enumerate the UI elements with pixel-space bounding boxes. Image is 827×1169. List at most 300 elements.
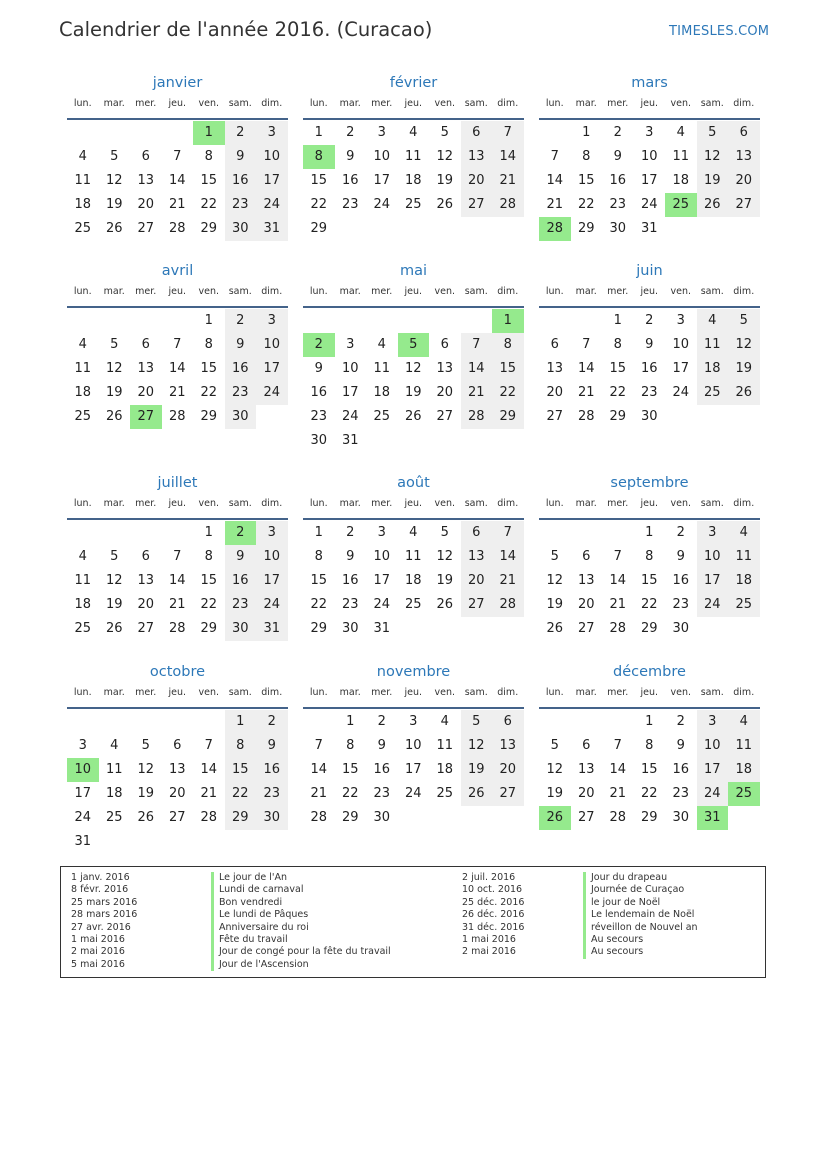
day-cell: 8 [314,549,323,564]
day-cell: 8 [645,738,654,753]
day-cell: 31 [256,617,288,641]
day-cell: 12 [728,333,760,357]
day-cell: 22 [609,385,627,400]
day-cell: 26 [105,221,123,236]
weekday-label: jeu. [404,98,423,109]
day-cell: 11 [728,734,760,758]
day-cell: 23 [640,385,658,400]
day-cell: 13 [137,573,155,588]
day-cell: 30 [609,221,627,236]
day-cell: 29 [200,621,218,636]
day-grid [539,309,760,429]
holiday-dates-right [462,872,524,959]
day-cell: 7 [582,337,591,352]
day-cell: 12 [105,173,123,188]
day-cell: 21 [200,786,218,801]
weekday-label: dim. [733,98,755,109]
day-cell: 25 [74,221,92,236]
day-cell: 23 [225,193,257,217]
day-cell: 30 [256,806,288,830]
day-cell: 31 [256,217,288,241]
day-cell: 11 [74,573,92,588]
day-cell: 24 [697,593,729,617]
day-cell: 21 [609,786,627,801]
day-cell: 17 [672,361,690,376]
month-name: juillet [157,475,198,491]
month-name: août [397,475,430,491]
day-cell: 11 [74,361,92,376]
day-cell: 13 [577,573,595,588]
day-cell: 18 [404,573,422,588]
weekday-label: sam. [228,498,252,509]
day-cell: 16 [640,361,658,376]
day-cell: 18 [74,385,92,400]
empty-cell [571,309,603,333]
month-name: octobre [149,664,206,680]
day-cell: 16 [225,169,257,193]
day-cell: 2 [256,710,288,734]
day-cell: 2 [676,714,685,729]
holiday-day: 25 [728,782,760,806]
day-cell: 5 [440,525,449,540]
day-grid [303,121,524,241]
holiday-date: 27 avr. 2016 [71,921,131,933]
day-cell: 11 [404,149,422,164]
day-cell: 9 [225,333,257,357]
weekday-label: mer. [135,687,157,698]
weekday-header [67,683,288,709]
weekday-label: jeu. [168,498,187,509]
day-cell: 10 [256,333,288,357]
empty-cell [539,521,571,545]
day-cell: 7 [613,549,622,564]
weekday-label: ven. [198,498,219,509]
day-cell: 25 [404,197,422,212]
empty-cell [539,710,571,734]
day-cell: 27 [728,193,760,217]
weekday-label: mer. [607,286,629,297]
day-grid [539,521,760,641]
day-cell: 4 [728,521,760,545]
page-title: Calendrier de l'année 2016. (Curacao) [59,18,433,41]
day-cell: 10 [341,361,359,376]
day-cell: 27 [461,193,493,217]
month-name: juin [636,263,663,279]
day-cell: 6 [582,738,591,753]
day-cell: 30 [225,617,257,641]
day-cell: 23 [609,197,627,212]
day-cell: 14 [492,545,524,569]
weekday-label: sam. [700,687,724,698]
day-cell: 6 [550,337,559,352]
holiday-names-left [211,872,391,971]
day-cell: 1 [645,525,654,540]
empty-cell [461,309,493,333]
holiday-name: Jour du drapeau [583,872,698,884]
weekday-label: ven. [670,286,691,297]
empty-cell [99,521,131,545]
day-cell: 22 [200,597,218,612]
day-cell: 2 [613,125,622,140]
day-cell: 14 [168,173,186,188]
day-cell: 12 [546,573,564,588]
empty-cell [571,521,603,545]
weekday-label: mar. [339,286,361,297]
weekday-label: sam. [700,498,724,509]
day-cell: 25 [436,786,454,801]
day-cell: 14 [200,762,218,777]
day-cell: 2 [346,125,355,140]
day-cell: 9 [225,545,257,569]
day-cell: 19 [546,786,564,801]
holiday-date: 2 mai 2016 [71,946,125,958]
weekday-label: ven. [198,687,219,698]
day-cell: 8 [204,149,213,164]
weekday-label: ven. [198,286,219,297]
day-cell: 9 [676,738,685,753]
day-cell: 31 [640,221,658,236]
empty-cell [99,309,131,333]
day-cell: 1 [314,525,323,540]
day-cell: 17 [640,173,658,188]
day-cell: 19 [137,786,155,801]
day-cell: 17 [256,169,288,193]
weekday-label: dim. [261,498,283,509]
day-cell: 5 [110,149,119,164]
day-cell: 22 [225,782,257,806]
day-cell: 20 [461,169,493,193]
day-cell: 4 [697,309,729,333]
day-cell: 1 [204,313,213,328]
day-cell: 23 [256,782,288,806]
holiday-day: 31 [697,806,729,830]
day-cell: 29 [640,810,658,825]
day-cell: 15 [640,573,658,588]
day-cell: 8 [645,549,654,564]
day-cell: 10 [697,734,729,758]
day-cell: 24 [74,810,92,825]
day-cell: 21 [461,381,493,405]
day-cell: 27 [137,621,155,636]
weekday-label: jeu. [640,286,659,297]
weekday-label: sam. [228,98,252,109]
weekday-header [67,282,288,308]
day-cell: 31 [74,834,92,849]
month-name: mai [399,263,428,279]
day-cell: 4 [110,738,119,753]
day-cell: 18 [74,597,92,612]
month-10 [67,661,288,854]
day-cell: 13 [546,361,564,376]
day-cell: 14 [546,173,564,188]
day-cell: 13 [728,145,760,169]
day-cell: 16 [225,357,257,381]
day-cell: 2 [346,525,355,540]
day-cell: 31 [341,433,359,448]
day-cell: 16 [373,762,391,777]
day-cell: 12 [404,361,422,376]
day-cell: 27 [492,782,524,806]
weekday-label: ven. [198,98,219,109]
weekday-label: mar. [339,498,361,509]
day-cell: 7 [461,333,493,357]
day-cell: 15 [341,762,359,777]
day-cell: 11 [373,361,391,376]
day-cell: 20 [137,197,155,212]
weekday-label: lun. [545,687,564,698]
empty-cell [571,710,603,734]
day-cell: 16 [310,385,328,400]
holiday-list [60,866,766,978]
day-cell: 31 [373,621,391,636]
holiday-name: Journée de Curaçao [583,884,698,896]
holiday-dates-left [71,872,137,971]
weekday-label: lun. [73,498,92,509]
month-9 [539,472,760,641]
weekday-label: mer. [607,498,629,509]
month-1 [67,72,288,241]
day-cell: 18 [105,786,123,801]
day-cell: 30 [373,810,391,825]
holiday-date: 1 janv. 2016 [71,872,130,883]
day-cell: 20 [168,786,186,801]
day-cell: 14 [577,361,595,376]
day-cell: 20 [577,786,595,801]
day-cell: 17 [373,173,391,188]
day-cell: 29 [341,810,359,825]
month-2 [303,72,524,241]
day-cell: 27 [546,409,564,424]
weekday-header [539,494,760,520]
holiday-date: 5 mai 2016 [71,958,125,970]
day-cell: 23 [373,786,391,801]
day-cell: 18 [697,357,729,381]
holiday-name: Le lundi de Pâques [211,909,391,921]
day-cell: 23 [341,197,359,212]
day-cell: 19 [436,573,454,588]
day-cell: 8 [225,734,257,758]
month-name: avril [161,263,194,279]
day-cell: 26 [404,409,422,424]
day-cell: 24 [256,381,288,405]
day-cell: 26 [436,197,454,212]
day-cell: 26 [137,810,155,825]
weekday-label: dim. [733,286,755,297]
holiday-date: 1 mai 2016 [71,934,125,946]
day-cell: 19 [105,197,123,212]
day-cell: 29 [225,806,257,830]
weekday-label: jeu. [640,687,659,698]
weekday-label: dim. [497,687,519,698]
day-cell: 16 [609,173,627,188]
weekday-header [539,683,760,709]
day-cell: 24 [373,597,391,612]
day-cell: 28 [310,810,328,825]
day-cell: 29 [200,221,218,236]
day-cell: 9 [256,734,288,758]
weekday-label: mer. [371,286,393,297]
day-cell: 14 [609,573,627,588]
weekday-label: sam. [228,687,252,698]
day-cell: 11 [404,549,422,564]
day-cell: 12 [436,149,454,164]
day-grid [539,121,760,241]
day-cell: 13 [137,361,155,376]
day-cell: 17 [256,569,288,593]
weekday-label: dim. [733,498,755,509]
day-cell: 27 [577,810,595,825]
day-cell: 8 [492,333,524,357]
holiday-name: Le lendemain de Noël [583,909,698,921]
month-11 [303,661,524,830]
weekday-label: sam. [464,98,488,109]
day-cell: 29 [609,409,627,424]
day-cell: 13 [436,361,454,376]
day-cell: 20 [728,169,760,193]
empty-cell [602,710,634,734]
day-cell: 21 [492,169,524,193]
day-cell: 23 [225,381,257,405]
day-cell: 10 [640,149,658,164]
day-cell: 22 [577,197,595,212]
day-cell: 14 [168,361,186,376]
holiday-name: Jour de l'Ascension [211,959,391,971]
day-cell: 22 [492,381,524,405]
day-cell: 15 [492,357,524,381]
weekday-label: dim. [497,98,519,109]
day-cell: 9 [613,149,622,164]
month-name: janvier [152,75,203,91]
day-cell: 5 [697,121,729,145]
weekday-header [303,282,524,308]
day-cell: 6 [461,121,493,145]
day-cell: 17 [74,786,92,801]
day-cell: 28 [461,405,493,429]
empty-cell [99,121,131,145]
day-cell: 18 [728,569,760,593]
empty-cell [130,121,162,145]
day-cell: 25 [105,810,123,825]
day-cell: 19 [404,385,422,400]
weekday-label: lun. [545,498,564,509]
day-cell: 3 [645,125,654,140]
day-cell: 8 [582,149,591,164]
day-cell: 4 [78,149,87,164]
day-cell: 9 [346,549,355,564]
brand-link[interactable]: TIMESLES.COM [669,24,770,39]
day-cell: 6 [492,710,524,734]
day-cell: 25 [404,597,422,612]
day-cell: 1 [314,125,323,140]
day-cell: 1 [613,313,622,328]
day-grid [303,309,524,453]
day-cell: 19 [105,385,123,400]
day-cell: 29 [577,221,595,236]
day-cell: 12 [436,549,454,564]
day-cell: 5 [110,337,119,352]
day-cell: 2 [225,309,257,333]
month-name: février [389,75,438,91]
month-8 [303,472,524,641]
day-cell: 3 [256,121,288,145]
weekday-label: lun. [545,286,564,297]
day-cell: 11 [436,738,454,753]
day-cell: 1 [582,125,591,140]
holiday-name: Fête du travail [211,934,391,946]
day-cell: 29 [200,409,218,424]
weekday-label: dim. [497,498,519,509]
day-cell: 14 [609,762,627,777]
day-cell: 11 [74,173,92,188]
month-4 [67,260,288,429]
month-name: novembre [376,664,451,680]
day-cell: 28 [168,409,186,424]
day-cell: 26 [728,381,760,405]
weekday-label: jeu. [640,98,659,109]
holiday-name: Le jour de l'An [211,872,391,884]
weekday-label: sam. [700,98,724,109]
day-cell: 24 [341,409,359,424]
day-cell: 24 [640,197,658,212]
day-cell: 16 [341,573,359,588]
day-cell: 6 [461,521,493,545]
weekday-label: jeu. [640,498,659,509]
day-cell: 15 [200,573,218,588]
holiday-date: 28 mars 2016 [71,909,138,921]
day-cell: 28 [168,621,186,636]
weekday-label: mer. [371,98,393,109]
holiday-date: 10 oct. 2016 [462,884,523,896]
empty-cell [67,121,99,145]
empty-cell [67,521,99,545]
empty-cell [303,710,335,734]
day-cell: 7 [173,337,182,352]
day-cell: 24 [672,385,690,400]
day-cell: 11 [697,333,729,357]
day-cell: 26 [461,782,493,806]
day-cell: 11 [105,762,123,777]
day-cell: 19 [436,173,454,188]
empty-cell [67,710,99,734]
day-cell: 21 [310,786,328,801]
day-grid [67,710,288,854]
day-grid [67,121,288,241]
day-cell: 23 [310,409,328,424]
day-cell: 5 [110,549,119,564]
weekday-label: lun. [73,286,92,297]
day-cell: 1 [645,714,654,729]
day-cell: 21 [577,385,595,400]
holiday-day: 27 [130,405,162,429]
day-cell: 11 [672,149,690,164]
weekday-label: sam. [700,286,724,297]
holiday-date: 2 mai 2016 [462,946,516,958]
day-cell: 6 [141,549,150,564]
day-cell: 6 [173,738,182,753]
day-cell: 1 [346,714,355,729]
day-cell: 25 [74,621,92,636]
day-cell: 10 [373,549,391,564]
day-cell: 8 [204,549,213,564]
day-cell: 13 [461,545,493,569]
day-cell: 24 [404,786,422,801]
weekday-label: lun. [309,286,328,297]
day-cell: 30 [672,621,690,636]
day-cell: 12 [546,762,564,777]
day-cell: 3 [256,309,288,333]
day-cell: 19 [461,758,493,782]
day-cell: 4 [377,337,386,352]
